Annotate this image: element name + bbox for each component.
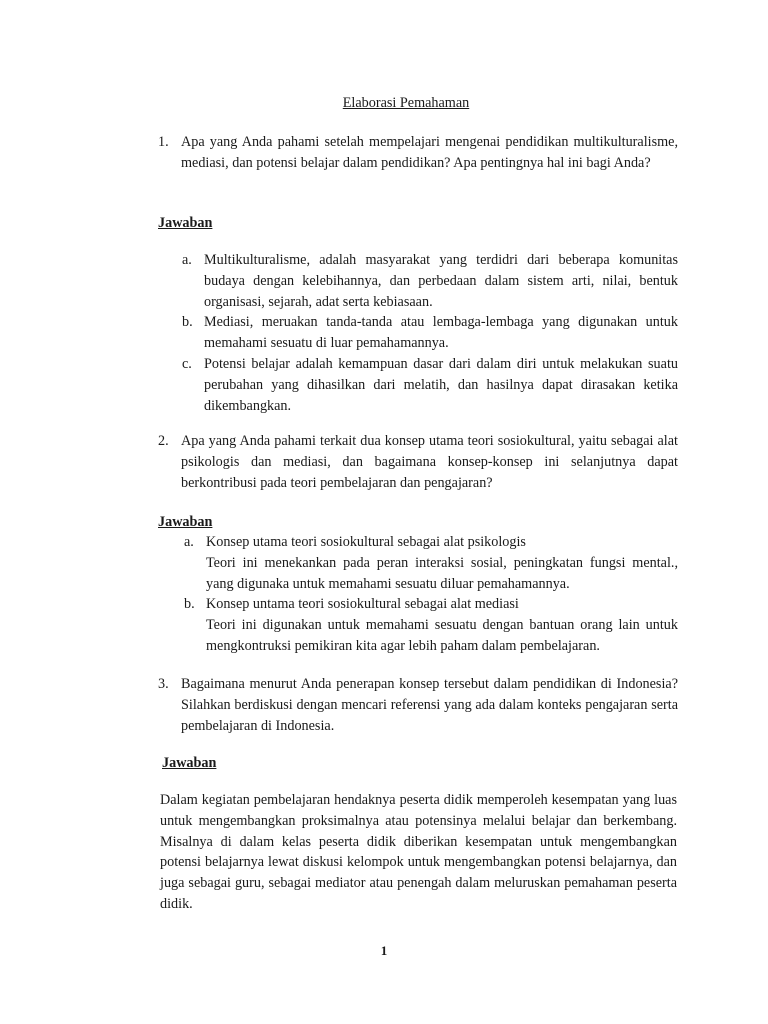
list-item xyxy=(182,312,678,354)
list-item-text: Teori ini digunakan untuk memahami sesuatu dengan bantuan orang lain untuk mengkontruksi pemikiran kita agar lebih paham dalam pembelajaran. xyxy=(206,617,678,654)
question-text: Apa yang Anda pahami setelah mempelajari mengenai pendidikan multikulturalisme, mediasi, dan potensi belajar dalam pendidikan? Apa pentingnya hal ini bagi Anda? xyxy=(181,134,678,171)
list-item-text: Mediasi, meruakan tanda-tanda atau lembaga-lembaga yang digunakan untuk memahami sesuatu di luar pemahamannya. xyxy=(204,314,678,352)
list-item-heading: Konsep utama teori sosiokultural sebagai alat psikologis xyxy=(206,534,526,550)
question-number: 3. xyxy=(158,676,169,692)
list-item-label: a. xyxy=(182,252,192,268)
document-title: Elaborasi Pemahaman xyxy=(342,95,470,111)
question-2 xyxy=(158,431,678,493)
list-item-text: Potensi belajar adalah kemampuan dasar dari dalam diri untuk melakukan suatu perubahan yang dihasilkan dari melatih, dan hasilnya dapat dirasakan ketika dikembangkan. xyxy=(204,355,678,414)
answer-1-list xyxy=(182,250,678,416)
question-3 xyxy=(158,674,678,736)
list-item-label: b. xyxy=(182,314,193,331)
answer-label: Jawaban xyxy=(162,755,217,771)
list-item-label: b. xyxy=(184,596,195,613)
answer-3-paragraph: Dalam kegiatan pembelajaran hendaknya peserta didik memperoleh kesempatan yang luas untuk mengembangkan proksimalnya atau potensinya melalui belajar dan berkembang. Misalnya di dalam kelas peserta didik diberikan kesempatan untuk mengembangkan potensi belajarnya lewat diskusi kelompok untuk mengembangkan potensi belajarnya, dan juga sebagai guru, sebagai mediator atau penengah dalam meluruskan pemahaman peserta didik. xyxy=(160,792,677,912)
answer-label: Jawaban xyxy=(158,514,213,530)
list-item xyxy=(182,354,678,416)
list-item-label: c. xyxy=(182,355,192,372)
question-number: 1. xyxy=(158,134,169,150)
answer-label: Jawaban xyxy=(158,215,213,231)
question-1 xyxy=(158,132,678,174)
list-item xyxy=(184,532,678,594)
list-item-text: Multikulturalisme, adalah masyarakat yang terdidri dari beberapa komunitas budaya dengan kelebihannya, dan perbedaan dalam sistem arti, nilai, bentuk organisasi, sejarah, adat serta kebiasaan. xyxy=(204,252,678,310)
page-number: 1 xyxy=(380,943,388,958)
list-item xyxy=(184,594,678,656)
list-item-heading: Konsep untama teori sosiokultural sebagai alat mediasi xyxy=(206,596,519,613)
question-number: 2. xyxy=(158,433,169,449)
list-item xyxy=(182,250,678,312)
question-text: Apa yang Anda pahami terkait dua konsep utama teori sosiokultural, yaitu sebagai alat psikologis dan mediasi, dan bagaimana konsep-konsep ini selanjutnya dapat berkontribusi pada teori pembelajaran dan pengajaran? xyxy=(181,433,678,491)
list-item-label: a. xyxy=(184,534,194,550)
answer-2-list xyxy=(184,532,678,657)
question-text: Bagaimana menurut Anda penerapan konsep tersebut dalam pendidikan di Indonesia? Silahkan berdiskusi dengan mencari referensi yang ada dalam konteks pengajaran serta pembelajaran di Indonesia. xyxy=(181,676,678,734)
list-item-text: Teori ini menekankan pada peran interaksi sosial, peningkatan fungsi mental., yang digunaka untuk memahami sesuatu diluar pemahamannya. xyxy=(206,554,678,592)
